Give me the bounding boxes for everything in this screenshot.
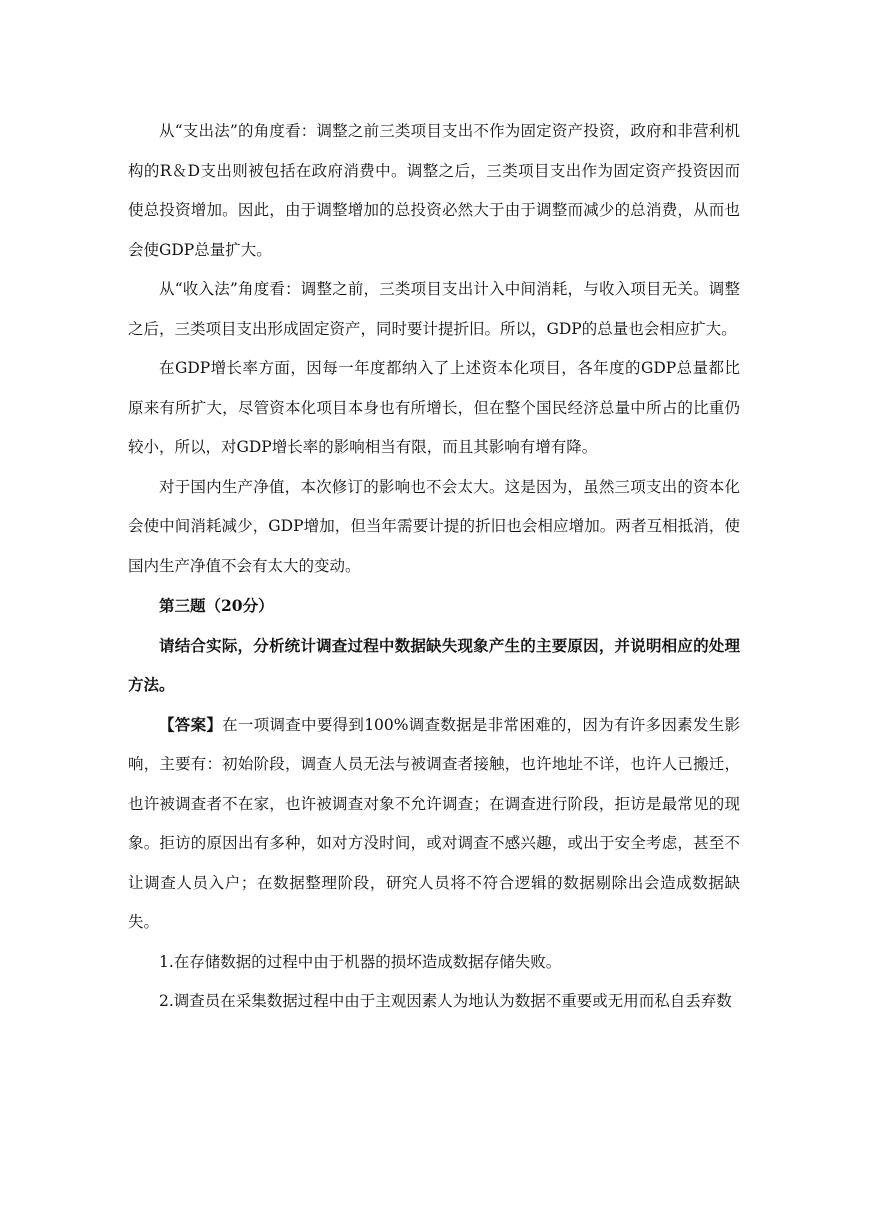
answer-continuation-block (128, 112, 740, 1022)
list-item: 2.调查员在采集数据过程中由于主观因素人为地认为数据不重要或无用而私自丢弃数 (159, 992, 732, 1010)
answer-text: 在一项调查中要得到100%调查数据是非常困难的，因为有许多因素发生影响，主要有：初始阶段，调查人员无法与被调查者接触，也许地址不详，也许人已搬迁，也许被调查者不在家，也许被调查对象不允许调查；在调查进行阶段，拒访是最常见的现象。拒访的原因出有多种，如对方没时间，或对调查不感兴趣，或出于安全考虑，甚至不让调查人员入户；在数据整理阶段，研究人员将不符合逻辑的数据剔除出会造成数据缺失。 (128, 715, 740, 931)
paragraph-gdp-growth: 在GDP增长率方面，因每一年度都纳入了上述资本化项目，各年度的GDP总量都比原来有所扩大，尽管资本化项目本身也有所增长，但在整个国民经济总量中所占的比重仍较小，所以，对GDP增长率的影响相当有限，而且其影响有增有降。 (128, 359, 740, 456)
paragraph-expenditure-approach: 从“支出法”的角度看：调整之前三类项目支出不作为固定资产投资，政府和非营利机构的R＆D支出则被包括在政府消费中。调整之后，三类项目支出作为固定资产投资因而使总投资增加。因此，由于调整增加的总投资必然大于由于调整而减少的总消费，从而也会使GDP总量扩大。 (128, 122, 740, 259)
answer-label: 【答案】 (159, 714, 223, 734)
question-heading: 第三题（20分） (159, 596, 274, 615)
list-item: 1.在存储数据的过程中由于机器的损坏造成数据存储失败。 (159, 952, 562, 971)
paragraph-income-approach: 从“收入法”角度看：调整之前，三类项目支出计入中间消耗，与收入项目无关。调整之后，三类项目支出形成固定资产，同时要计提折旧。所以，GDP的总量也会相应扩大。 (128, 280, 740, 338)
question-text: 请结合实际，分析统计调查过程中数据缺失现象产生的主要原因，并说明相应的处理方法。 (128, 635, 740, 694)
answer-paragraph (128, 705, 740, 943)
paragraph-net-domestic-product: 对于国内生产净值，本次修订的影响也不会太大。这是因为，虽然三项支出的资本化会使中间消耗减少，GDP增加，但当年需要计提的折旧也会相应增加。两者互相抵消，使国内生产净值不会有太大的变动。 (128, 477, 740, 575)
